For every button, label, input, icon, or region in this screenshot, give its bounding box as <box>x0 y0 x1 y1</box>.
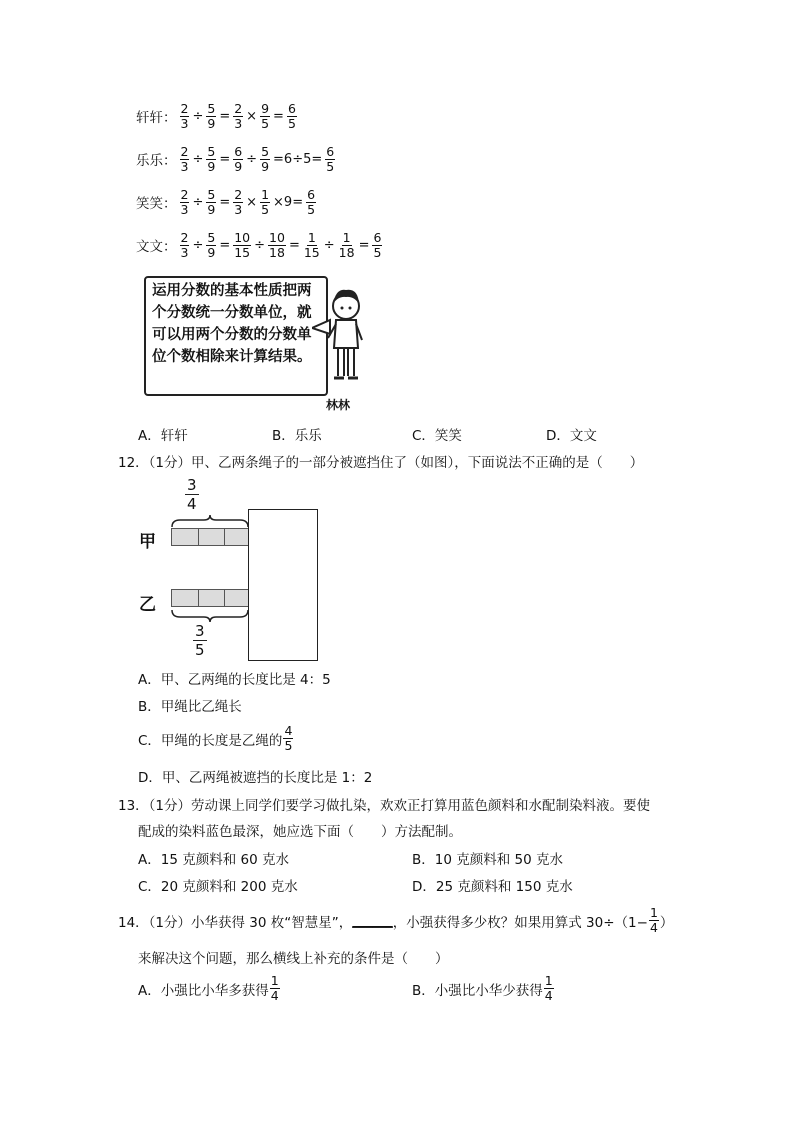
operator: ÷ <box>192 237 204 253</box>
q14-option-a-fraction: $\frac{1}{4}$ <box>270 973 279 1003</box>
fraction <box>233 102 243 131</box>
q14-text-a: 14．（1分）小华获得 30 枚“智慧星”， <box>118 914 353 931</box>
q14-blank: ______ <box>352 912 393 929</box>
operator: = <box>219 237 231 253</box>
fraction <box>338 231 356 260</box>
fraction-denominator: 3 <box>180 115 189 131</box>
q11-option-a[interactable]: A．轩轩 <box>138 428 188 444</box>
fraction <box>303 231 321 260</box>
q12-option-c-text: C．甲绳的长度是乙绳的 <box>138 732 283 749</box>
fraction <box>287 102 297 131</box>
q14-option-a[interactable] <box>138 974 281 1003</box>
fraction-numerator: 2 <box>234 186 243 202</box>
rope-yi-fraction: $\frac{3}{5}$ <box>195 622 205 659</box>
q14-option-b[interactable] <box>412 974 555 1003</box>
operator: ÷ <box>254 237 266 253</box>
fraction <box>206 102 216 131</box>
fraction-numerator: 5 <box>207 143 216 159</box>
label-yi: 乙 <box>139 595 156 615</box>
q14-option-a-text: A．小强比小华多获得 <box>138 982 269 999</box>
q13-option-a[interactable]: A．15 克颜料和 60 克水 <box>138 852 289 868</box>
fraction-denominator: 9 <box>261 158 270 174</box>
fraction-numerator: 6 <box>307 186 316 202</box>
operator: ÷ <box>192 108 204 124</box>
fraction <box>233 188 243 217</box>
operator: ÷ <box>192 151 204 167</box>
fraction <box>233 231 251 260</box>
fraction-denominator: 5 <box>307 201 316 217</box>
q14-text-b: ，小强获得多少枚？如果用算式 30÷（1− <box>392 914 648 931</box>
fraction <box>372 231 382 260</box>
q14-text-c: ） <box>659 914 674 931</box>
fraction-denominator: 15 <box>303 244 320 260</box>
q12-option-a[interactable]: A．甲、乙两绳的长度比是 4：5 <box>138 672 331 688</box>
fraction <box>180 231 190 260</box>
fraction <box>180 188 190 217</box>
fraction <box>180 145 190 174</box>
fraction-numerator: 9 <box>261 100 270 116</box>
q13-option-c[interactable]: C．20 克颜料和 200 克水 <box>138 879 298 895</box>
operator: ÷ <box>323 237 335 253</box>
fraction <box>325 145 335 174</box>
fraction-denominator: 9 <box>234 158 243 174</box>
cover-board <box>248 509 318 661</box>
operator: ×9= <box>273 194 304 210</box>
fraction <box>206 188 216 217</box>
fraction-denominator: 3 <box>180 244 189 260</box>
fraction-numerator: 5 <box>207 186 216 202</box>
operator: ÷ <box>246 151 258 167</box>
calc-line <box>136 183 317 221</box>
operator: =6÷5= <box>273 151 323 167</box>
speech-bubble-text: 运用分数的基本性质把两个分数统一分数单位，就可以用两个分数的分数单位个数相除来计算结果。 <box>152 283 312 365</box>
fraction-denominator: 3 <box>180 201 189 217</box>
label-jia: 甲 <box>139 532 156 552</box>
q12-stem: 12．（1分）甲、乙两条绳子的一部分被遮挡住了（如图），下面说法不正确的是（ ） <box>118 455 644 471</box>
rope-jia <box>171 528 251 546</box>
fraction-numerator: 1 <box>261 186 270 202</box>
boy-illustration <box>312 278 372 398</box>
operator: = <box>219 194 231 210</box>
fraction-numerator: 6 <box>234 143 243 159</box>
rope-yi <box>171 589 251 607</box>
fraction-numerator: 6 <box>326 143 335 159</box>
fraction-denominator: 3 <box>234 201 243 217</box>
fraction-numerator: 10 <box>269 229 285 245</box>
speech-bubble <box>144 276 328 396</box>
fraction-numerator: 6 <box>373 229 382 245</box>
calc-line <box>136 226 383 264</box>
operator: ÷ <box>192 194 204 210</box>
operator: = <box>219 108 231 124</box>
fraction-denominator: 5 <box>261 201 270 217</box>
operator: = <box>273 108 284 124</box>
fraction <box>233 145 243 174</box>
fraction-denominator: 9 <box>207 115 216 131</box>
person-name: 林林 <box>326 398 351 412</box>
q11-option-c[interactable]: C．笑笑 <box>412 428 462 444</box>
fraction-denominator: 5 <box>287 115 296 131</box>
q12-option-d[interactable]: D．甲、乙两绳被遮挡的长度比是 1：2 <box>138 770 373 786</box>
rope-jia-fraction: $\frac{3}{4}$ <box>187 476 197 513</box>
fraction <box>260 188 270 217</box>
calc-student-name: 乐乐： <box>136 153 177 169</box>
fraction-denominator: 3 <box>180 158 189 174</box>
operator: × <box>246 194 258 210</box>
brace-top <box>170 514 250 528</box>
fraction-denominator: 18 <box>269 244 285 260</box>
fraction-denominator: 9 <box>207 158 216 174</box>
fraction-numerator: 2 <box>180 143 189 159</box>
q13-stem-line2: 配成的染料蓝色最深，她应选下面（ ）方法配制。 <box>138 824 462 840</box>
operator: × <box>246 108 258 124</box>
calc-student-name: 轩轩： <box>136 110 177 126</box>
fraction-denominator: 5 <box>261 115 270 131</box>
fraction-denominator: 5 <box>373 244 382 260</box>
q12-option-c[interactable] <box>138 724 294 753</box>
fraction-denominator: 18 <box>338 244 355 260</box>
q13-option-d[interactable]: D．25 克颜料和 150 克水 <box>412 879 573 895</box>
calc-student-name: 文文： <box>136 239 177 255</box>
fraction <box>268 231 286 260</box>
fraction-numerator: 10 <box>234 229 251 245</box>
calc-line <box>136 97 298 135</box>
q11-option-b[interactable]: B．乐乐 <box>272 428 322 444</box>
fraction <box>306 188 316 217</box>
fraction-numerator: 1 <box>342 229 351 245</box>
operator: = <box>358 237 370 253</box>
fraction-numerator: 1 <box>307 229 316 245</box>
fraction <box>260 145 270 174</box>
q11-option-d[interactable]: D．文文 <box>546 428 597 444</box>
calc-student-name: 笑笑： <box>136 196 177 212</box>
q12-option-b[interactable]: B．甲绳比乙绳长 <box>138 699 242 715</box>
fraction-numerator: 2 <box>180 186 189 202</box>
fraction-denominator: 5 <box>326 158 335 174</box>
fraction-denominator: 9 <box>207 244 216 260</box>
fraction <box>206 145 216 174</box>
fraction-numerator: 5 <box>207 229 216 245</box>
brace-bottom <box>170 609 250 623</box>
q13-stem-line1: 13．（1分）劳动课上同学们要学习做扎染，欢欢正打算用蓝色颜料和水配制染料液。要使 <box>118 798 651 814</box>
fraction-numerator: 5 <box>261 143 270 159</box>
fraction-numerator: 6 <box>287 100 296 116</box>
fraction-denominator: 3 <box>234 115 243 131</box>
operator: = <box>288 237 300 253</box>
q13-option-b[interactable]: B．10 克颜料和 50 克水 <box>412 852 563 868</box>
fraction-numerator: 2 <box>180 229 189 245</box>
fraction <box>260 102 270 131</box>
fraction <box>180 102 190 131</box>
q14-stem-line1 <box>118 906 673 935</box>
fraction-numerator: 2 <box>234 100 243 116</box>
q14-option-b-fraction: $\frac{1}{4}$ <box>544 973 553 1003</box>
fraction-denominator: 9 <box>207 201 216 217</box>
fraction-numerator: 2 <box>180 100 189 116</box>
fraction-denominator: 15 <box>234 244 251 260</box>
q12-option-c-fraction: $\frac{4}{5}$ <box>284 723 293 753</box>
q14-fraction: $\frac{1}{4}$ <box>649 905 658 935</box>
calc-line <box>136 140 336 178</box>
operator: = <box>219 151 231 167</box>
q14-stem-line2: 来解决这个问题，那么横线上补充的条件是（ ） <box>138 951 449 967</box>
fraction <box>206 231 216 260</box>
fraction-numerator: 5 <box>207 100 216 116</box>
q14-option-b-text: B．小强比小华少获得 <box>412 982 543 999</box>
